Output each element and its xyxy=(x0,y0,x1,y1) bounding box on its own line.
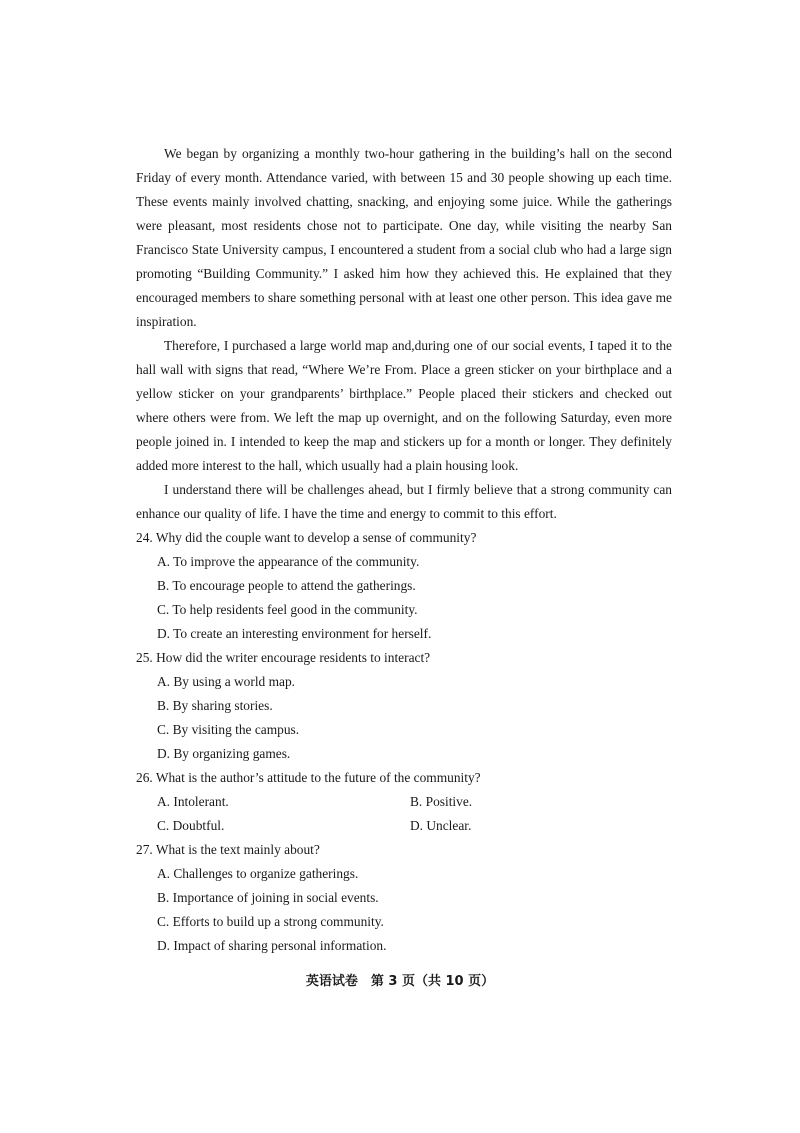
question-26 xyxy=(136,766,672,838)
option-b: B. Positive. xyxy=(410,794,473,809)
question-stem: 26. What is the author’s attitude to the future of the community? xyxy=(136,770,481,785)
question-25 xyxy=(136,646,672,766)
option-d: D. Unclear. xyxy=(410,818,472,833)
passage-paragraph-1: We began by organizing a monthly two-hour gathering in the building’s hall on the second Friday of every month. Attendance varied, with between 15 and 30 people showing up each time. These events mainly involved chatting, snacking, and enjoying some juice. While the gatherings were pleasant, most residents chose not to participate. One day, while visiting the nearby San Francisco State University campus, I encountered a student from a social club who had a large sign promoting “Building Community.” I asked him how they achieved this. He explained that they encouraged members to share something personal with at least one other person. This idea gave me inspiration. xyxy=(136,146,672,329)
question-stem: 24. Why did the couple want to develop a sense of community? xyxy=(136,530,477,545)
question-stem: 27. What is the text mainly about? xyxy=(136,842,320,857)
option-c: C. Doubtful. xyxy=(157,818,225,833)
passage-paragraph-3: I understand there will be challenges ahead, but I firmly believe that a strong community can enhance our quality of life. I have the time and energy to commit to this effort. xyxy=(136,482,672,521)
option-d: D. By organizing games. xyxy=(157,746,291,761)
option-a: A. To improve the appearance of the community. xyxy=(157,554,420,569)
option-b: B. By sharing stories. xyxy=(157,698,273,713)
option-a: A. Intolerant. xyxy=(157,794,229,809)
page-footer: 英语试卷 第 3 页（共 10 页） xyxy=(305,974,495,989)
reading-passage xyxy=(136,142,672,526)
option-grid xyxy=(157,790,672,838)
option-d: D. To create an interesting environment for herself. xyxy=(157,626,432,641)
exam-page xyxy=(136,142,672,958)
question-stem: 25. How did the writer encourage residents to interact? xyxy=(136,650,431,665)
option-c: C. Efforts to build up a strong community. xyxy=(157,914,384,929)
passage-paragraph-2: Therefore, I purchased a large world map and,during one of our social events, I taped it to the hall wall with signs that read, “Where We’re From. Place a green sticker on your birthplace and a yellow sticker on your grandparents’ birthplace.” People placed their stickers and checked out where others were from. We left the map up overnight, and on the following Saturday, even more people joined in. I intended to keep the map and stickers up for a month or longer. They definitely added more interest to the hall, which usually had a plain housing look. xyxy=(136,338,672,473)
option-b: B. To encourage people to attend the gatherings. xyxy=(157,578,416,593)
option-a: A. By using a world map. xyxy=(157,674,295,689)
option-d: D. Impact of sharing personal information. xyxy=(157,938,387,953)
option-b: B. Importance of joining in social events. xyxy=(157,890,379,905)
option-c: C. By visiting the campus. xyxy=(157,722,300,737)
option-a: A. Challenges to organize gatherings. xyxy=(157,866,359,881)
question-27 xyxy=(136,838,672,958)
question-24 xyxy=(136,526,672,646)
option-c: C. To help residents feel good in the community. xyxy=(157,602,418,617)
